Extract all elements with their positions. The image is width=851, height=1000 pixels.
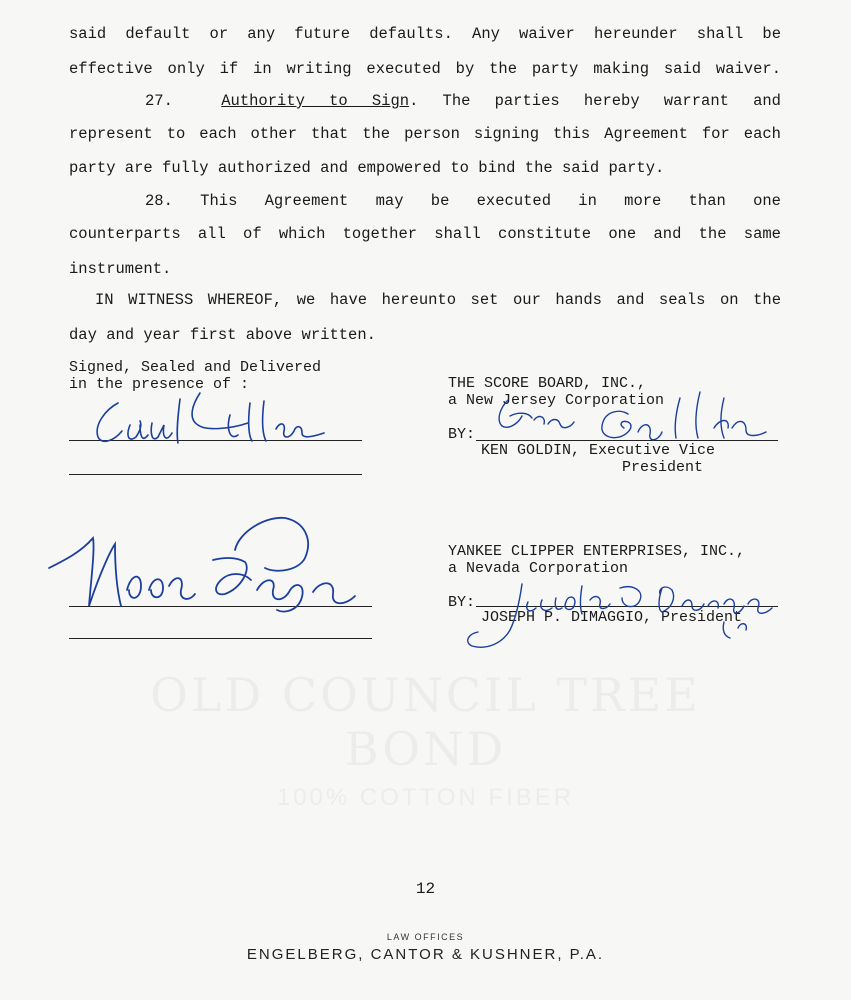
party2-by-label: BY:	[448, 594, 476, 611]
paragraph-27-line-2: represent to each other that the person signing this Agreement for each	[69, 125, 781, 143]
watermark-line3: 100% COTTON FIBER	[276, 784, 575, 811]
witness-signature-line-2	[69, 474, 362, 475]
body-line-1: said default or any future defaults. Any waiver hereunder shall be	[69, 25, 781, 43]
witness-heading-2: in the presence of :	[69, 376, 250, 393]
paragraph-27-rest: . The parties hereby warrant and	[409, 92, 781, 110]
footer-label: LAW OFFICES	[386, 932, 465, 942]
party2-signature	[462, 578, 782, 658]
witness-signature-2	[45, 510, 375, 620]
party1-signer: KEN GOLDIN, Executive Vice	[481, 442, 716, 459]
paragraph-27-number: 27.	[145, 92, 173, 110]
page-number: 12	[415, 880, 436, 898]
paragraph-28-line-3: instrument.	[69, 260, 172, 278]
watermark-line2: BOND	[344, 722, 507, 776]
witness-heading-1: Signed, Sealed and Delivered	[69, 359, 322, 376]
footer-firm-name: ENGELBERG, CANTOR & KUSHNER, P.A.	[246, 946, 605, 963]
witness-line-2: day and year first above written.	[69, 326, 376, 344]
party2-signer: JOSEPH P. DIMAGGIO, President	[481, 609, 743, 626]
party2-name: YANKEE CLIPPER ENTERPRISES, INC.,	[448, 543, 746, 560]
paragraph-27-heading	[145, 91, 781, 111]
paragraph-27-line-3: party are fully authorized and empowered to bind the said party.	[69, 159, 665, 177]
paragraph-28-line-1: 28. This Agreement may be executed in more than one	[145, 192, 781, 210]
party1-jurisdiction: a New Jersey Corporation	[448, 392, 665, 409]
paragraph-27-title: Authority to Sign	[221, 92, 410, 110]
party1-name: THE SCORE BOARD, INC.,	[448, 375, 647, 392]
party1-by-label: BY:	[448, 426, 476, 443]
watermark-line1: OLD COUNCIL TREE	[150, 668, 701, 722]
party1-signer-title: President	[622, 459, 704, 476]
party1-signature	[488, 388, 788, 448]
body-line-2: effective only if in writing executed by the party making said waiver.	[69, 60, 781, 78]
witness-signature-line-4	[69, 638, 372, 639]
witness-line-1: IN WITNESS WHEREOF, we have hereunto set our hands and seals on the	[95, 291, 781, 309]
paragraph-28-line-2: counterparts all of which together shall constitute one and the same	[69, 225, 781, 243]
party2-jurisdiction: a Nevada Corporation	[448, 560, 629, 577]
witness-signature-1	[80, 385, 340, 455]
